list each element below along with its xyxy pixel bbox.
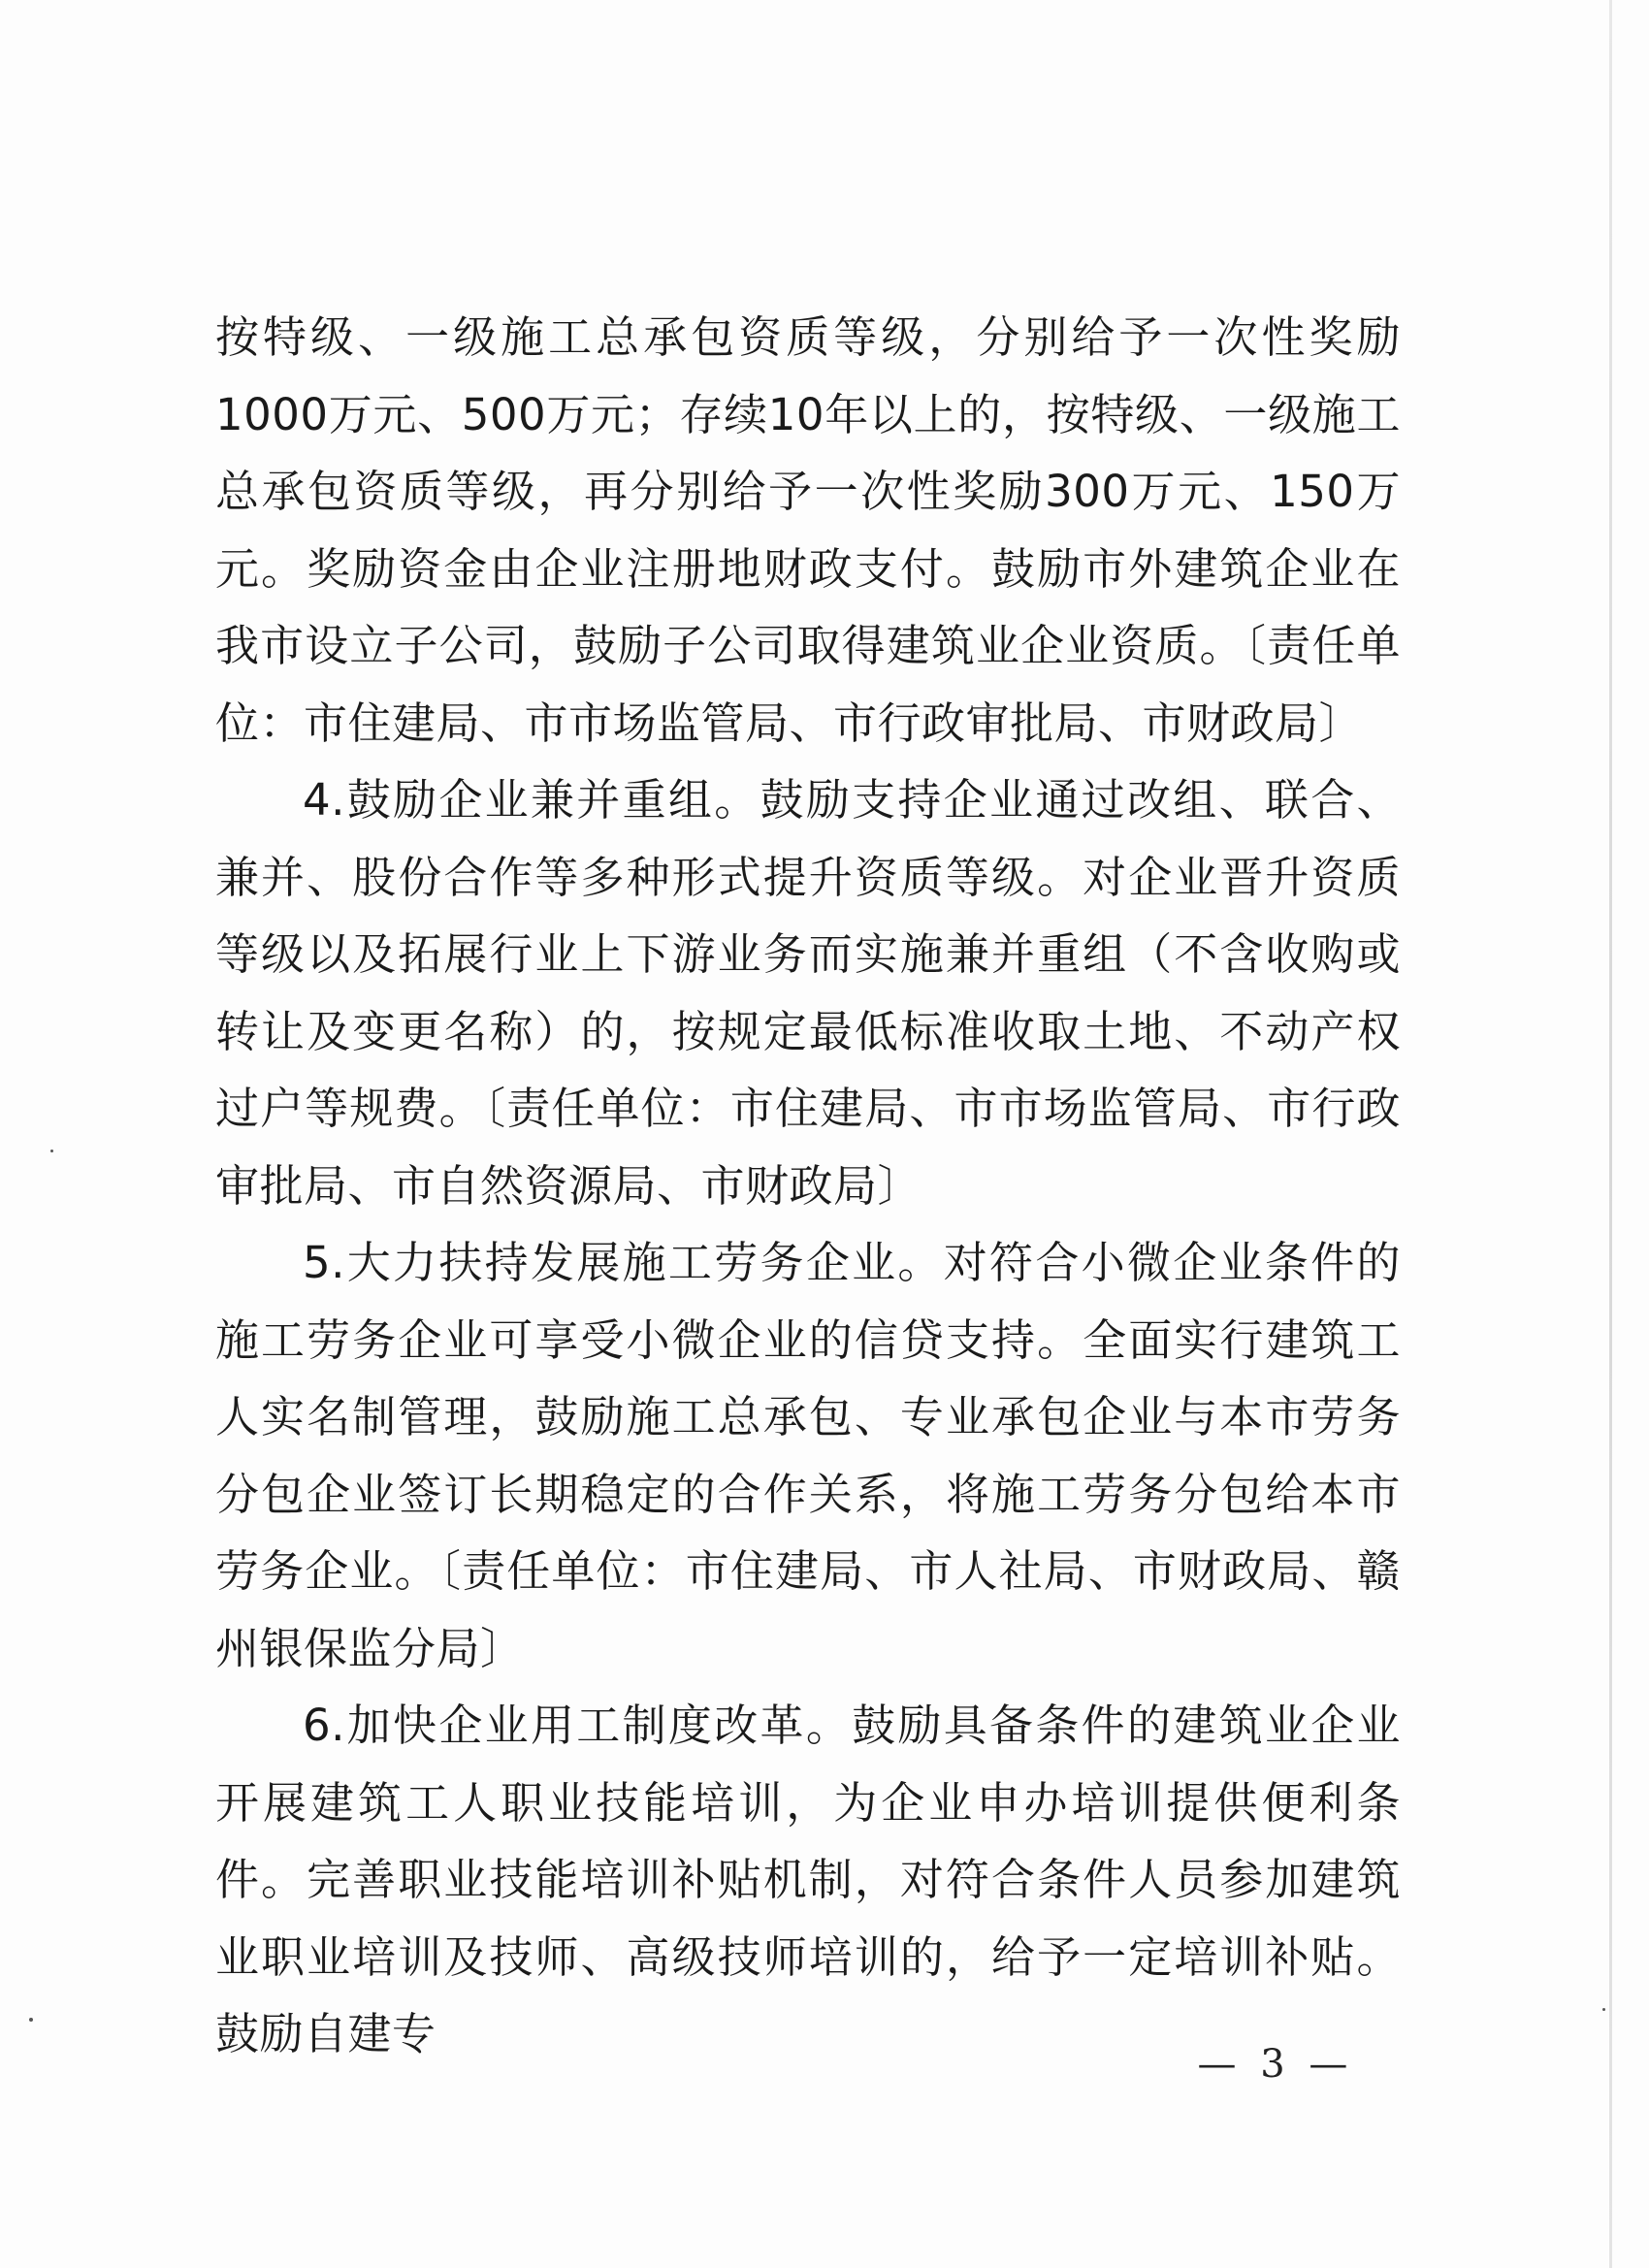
paragraph-item-6: 6.加快企业用工制度改革。鼓励具备条件的建筑业企业开展建筑工人职业技能培训，为企业申办培训提供便利条件。完善职业技能培训补贴机制，对符合条件人员参加建筑业职业培训及技师、高级技师培训的，给予一定培训补贴。鼓励自建专 <box>215 1700 1401 2059</box>
scan-speck <box>29 2018 33 2022</box>
scan-edge-shadow <box>1609 0 1612 2268</box>
paragraph-continued: 按特级、一级施工总承包资质等级，分别给予一次性奖励1000万元、500万元；存续10年以上的，按特级、一级施工总承包资质等级，再分别给予一次性奖励300万元、150万元。奖励资金由企业注册地财政支付。鼓励市外建筑企业在我市设立子公司，鼓励子公司取得建筑业企业资质。〔责任单位：市住建局、市市场监管局、市行政审批局、市财政局〕 <box>215 311 1401 749</box>
document-body <box>215 299 1401 2073</box>
paragraph-item-5: 5.大力扶持发展施工劳务企业。对符合小微企业条件的施工劳务企业可享受小微企业的信贷支持。全面实行建筑工人实名制管理，鼓励施工总承包、专业承包企业与本市劳务分包企业签订长期稳定的合作关系，将施工劳务分包给本市劳务企业。〔责任单位：市住建局、市人社局、市财政局、赣州银保监分局〕 <box>215 1237 1401 1674</box>
scan-speck <box>1602 2008 1605 2011</box>
paragraph-item-4: 4.鼓励企业兼并重组。鼓励支持企业通过改组、联合、兼并、股份合作等多种形式提升资质等级。对企业晋升资质等级以及拓展行业上下游业务而实施兼并重组（不含收购或转让及变更名称）的，按规定最低标准收取土地、不动产权过户等规费。〔责任单位：市住建局、市市场监管局、市行政审批局、市自然资源局、市财政局〕 <box>215 774 1401 1212</box>
scan-speck <box>50 1150 53 1152</box>
page-number: — 3 — <box>1197 2042 1354 2087</box>
